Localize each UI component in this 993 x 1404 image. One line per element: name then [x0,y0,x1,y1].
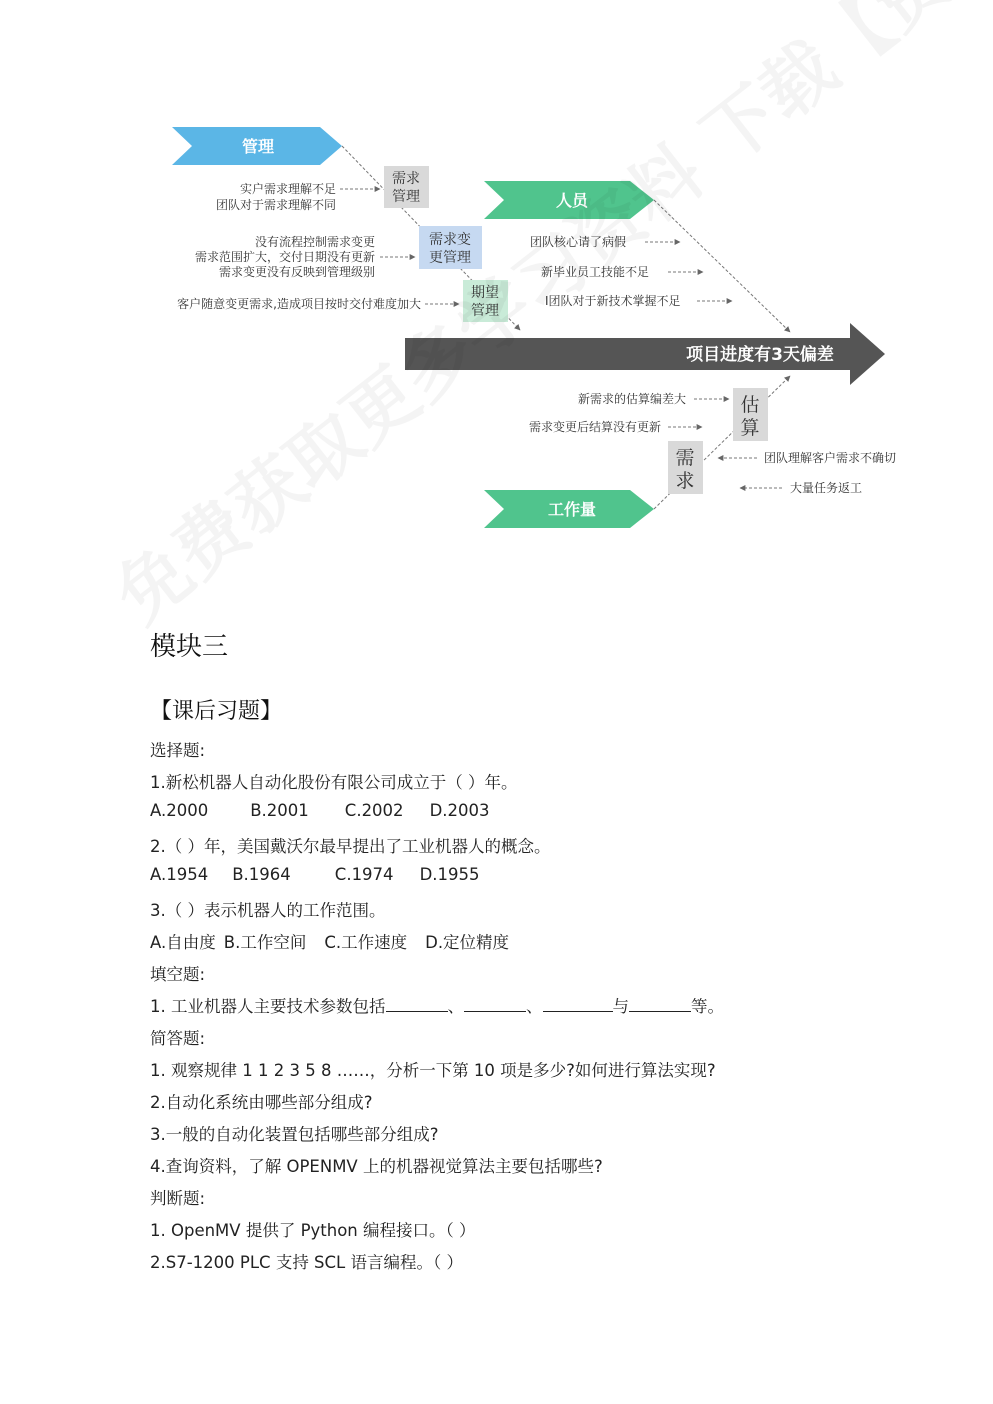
fill-question-1 [150,993,724,1017]
option: C.1974 [334,865,394,884]
requirement-box-line1: 需 [675,447,695,469]
option: D.2003 [429,801,490,820]
management-label: 管理 [241,137,275,156]
option: C.工作速度 [324,933,408,952]
fill-blank[interactable] [386,997,448,1012]
option: B.2001 [250,801,309,820]
option: B.1964 [232,865,291,884]
fill-text: 1. 工业机器人主要技术参数包括 [150,997,386,1016]
cause-personnel-3: I团队对于新技术掌握不足 [545,294,681,308]
short-heading: 简答题: [150,1029,206,1048]
fill-heading: 填空题: [150,965,206,984]
option: A.1954 [150,865,209,884]
question-3: 3.（ ）表示机器人的工作范围。 [150,901,386,920]
personnel-label: 人员 [555,191,589,210]
question-2-options [150,865,510,884]
judge-question-1: 1. OpenMV 提供了 Python 编程接口。（ ） [150,1221,476,1240]
req-change-box-line2: 更管理 [429,250,471,266]
question-2: 2.（ ）年，美国戴沃尔最早提出了工业机器人的概念。 [150,837,551,856]
cause-req-mgmt-1: 实户需求理解不足 [239,182,336,196]
option: D.1955 [419,865,480,884]
fill-blank[interactable] [543,997,613,1012]
judge-question-2: 2.S7-1200 PLC 支持 SCL 语言编程。（ ） [150,1253,463,1272]
estimate-box-line2: 算 [740,417,760,439]
question-1-options [150,801,520,820]
option: A.2000 [150,801,209,820]
judge-heading: 判断题: [150,1189,206,1208]
option: C.2002 [344,801,404,820]
expect-mgmt-box-line2: 管理 [471,303,499,319]
cause-estimate-2: 需求变更后结算没有更新 [528,420,661,434]
cause-req-change-1: 没有流程控制需求变更 [254,235,375,249]
cause-estimate-1: 新需求的估算编差大 [577,392,686,406]
req-mgmt-box-line1: 需求 [392,171,420,187]
short-question-1: 1. 观察规律 1 1 2 3 5 8 ……，分析一下第 10 项是多少?如何进行算法实现? [150,1061,716,1080]
cause-req-mgmt-2: 团队对于需求理解不同 [215,198,336,212]
mc-heading: 选择题: [150,741,206,760]
req-mgmt-box-line2: 管理 [392,189,420,205]
fill-blank[interactable] [629,997,691,1012]
short-question-3: 3.一般的自动化装置包括哪些部分组成? [150,1125,439,1144]
option: A.自由度 [150,933,216,952]
cause-req-change-2: 需求范围扩大，交付日期没有更新 [194,250,375,264]
section-title: 【课后习题】 [150,699,283,724]
cause-personnel-2: 新毕业员工技能不足 [541,265,650,279]
short-question-4: 4.查询资料，了解 OPENMV 上的机器视觉算法主要包括哪些? [150,1157,603,1176]
fill-text: 与 [612,997,629,1016]
bone-personnel [654,200,790,332]
option: B.工作空间 [223,933,307,952]
effect-label: 项目进度有3天偏差 [686,345,834,365]
estimate-box-line1: 估 [740,394,760,416]
short-question-2: 2.自动化系统由哪些部分组成? [150,1093,373,1112]
cause-req-change-3: 需求变更没有反映到管理级别 [218,265,375,279]
fill-text: 、 [447,997,464,1016]
fill-text: 、 [526,997,543,1016]
cause-expect-1: 客户随意变更需求,造成项目按时交付难度加大 [177,297,421,311]
question-1: 1.新松机器人自动化股份有限公司成立于（ ）年。 [150,773,518,792]
cause-personnel-1: 团队核心请了病假 [530,235,627,249]
cause-requirement-1: 团队理解客户需求不确切 [764,451,897,465]
workload-label: 工作量 [547,500,597,519]
cause-requirement-2: 大量任务返工 [790,481,863,495]
req-change-box-line1: 需求变 [429,232,471,248]
fill-blank[interactable] [464,997,526,1012]
option: D.定位精度 [425,933,510,952]
requirement-box-line2: 求 [675,470,695,492]
question-3-options [150,929,539,953]
expect-mgmt-box-line1: 期望 [471,285,499,301]
fishbone-diagram [0,0,993,560]
fill-text: 等。 [691,997,724,1016]
block-title: 模块三 [150,632,229,662]
